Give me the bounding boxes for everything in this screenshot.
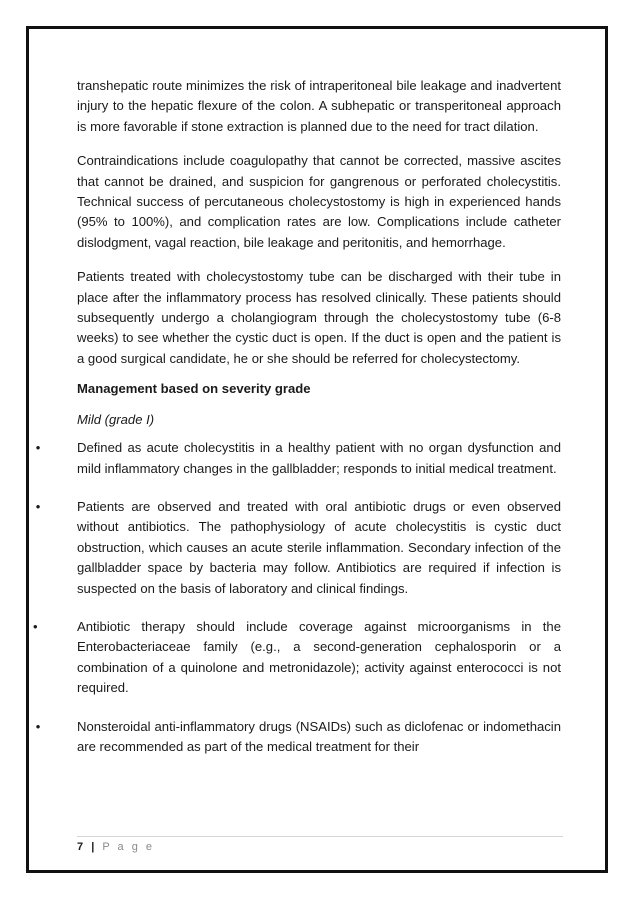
- list-item: [35, 717, 561, 758]
- section-heading: Management based on severity grade: [77, 381, 311, 397]
- page-label: P a g e: [102, 841, 155, 853]
- page-footer: [77, 840, 155, 854]
- paragraph-3: Patients treated with cholecystostomy tube can be discharged with their tube in place after the inflammatory process has resolved clinically. These patients should subsequently undergo a cholangiogram through the cholecystostomy tube (6-8 weeks) to see whether the cystic duct is open. If the duct is open and the patient is a good surgical candidate, he or she should be referred for cholecystectomy.: [77, 269, 561, 366]
- page-body: [33, 76, 561, 757]
- list-item-text: Antibiotic therapy should include coverage against microorganisms in the Enterobacteriaceae family (e.g., a second-generation cephalosporin or a combination of a quinolone and metronidazole); activity against enterococci is not required.: [77, 618, 561, 696]
- page-number: 7: [77, 841, 85, 853]
- bullet-icon: •: [35, 718, 41, 734]
- footer-divider: [77, 836, 563, 837]
- bullet-list: [33, 438, 561, 757]
- bullet-icon: •: [33, 618, 38, 634]
- paragraph-2: Contraindications include coagulopathy that cannot be corrected, massive ascites that cannot be drained, and suspicion for gangrenous or perforated cholecystitis. Technical success of percutaneous cholecystostomy is high in experienced hands (95% to 100%), and complication rates are low. Complications include catheter dislodgment, vagal reaction, bile leakage and peritonitis, and hemorrhage.: [77, 153, 561, 250]
- list-item-text: Nonsteroidal anti-inflammatory drugs (NSAIDs) such as diclofenac or indomethacin are recommended as part of the medical treatment for their: [77, 718, 561, 754]
- list-item: [35, 497, 561, 599]
- footer-separator: |: [91, 841, 96, 853]
- list-item: [35, 438, 561, 479]
- bullet-icon: •: [35, 440, 41, 456]
- list-item: [33, 617, 561, 699]
- subsection-heading: Mild (grade I): [77, 411, 155, 427]
- paragraph-1: transhepatic route minimizes the risk of intraperitoneal bile leakage and inadvertent injury to the hepatic flexure of the colon. A subhepatic or transperitoneal approach is more favorable if stone extraction is planned due to the need for tract dilation.: [77, 78, 561, 134]
- list-item-text: Patients are observed and treated with oral antibiotic drugs or even observed without antibiotics. The pathophysiology of acute cholecystitis is cystic duct obstruction, which causes an acute sterile inflammation. Secondary infection of the gallbladder space by bacteria may follow. Antibiotics are required if infection is suspected on the basis of laboratory and clinical findings.: [77, 498, 561, 596]
- bullet-icon: •: [35, 498, 41, 514]
- list-item-text: Defined as acute cholecystitis in a healthy patient with no organ dysfunction and mild inflammatory changes in the gallbladder; responds to initial medical treatment.: [77, 440, 561, 476]
